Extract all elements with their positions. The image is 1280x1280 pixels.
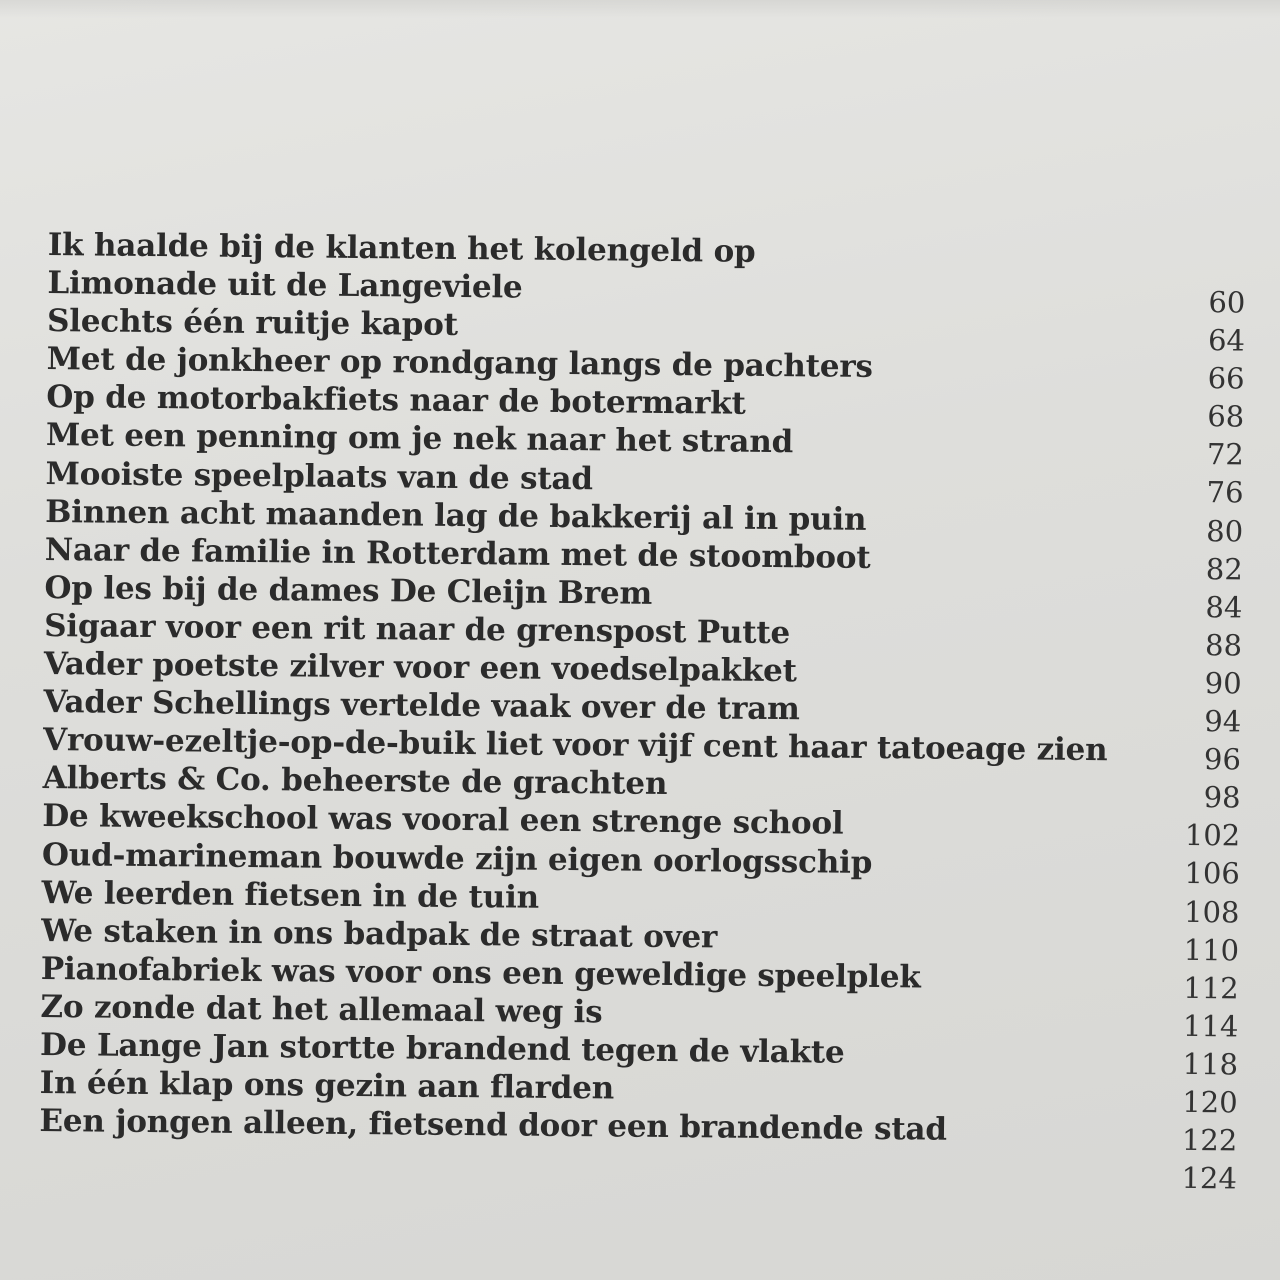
toc-entry-title: Op les bij de dames De Cleijn Brem	[44, 569, 653, 612]
toc-page-number: 108	[1183, 894, 1240, 929]
toc-entry-title: De kweekschool was vooral een strenge school	[42, 798, 844, 843]
toc-page-number: 102	[1184, 818, 1241, 853]
toc-page-number: 60	[1208, 285, 1246, 320]
toc-page-number: 96	[1203, 742, 1242, 777]
toc-entry-title: In één klap ons gezin aan flarden	[39, 1065, 615, 1107]
toc-entry-title: Vader poetste zilver voor een voedselpakket	[43, 646, 797, 690]
toc-page-numbers-column	[1137, 283, 1246, 1198]
toc-entry-title: Naar de familie in Rotterdam met de stoomboot	[44, 531, 871, 576]
toc-entry-title: Oud-marineman bouwde zijn eigen oorlogsschip	[41, 836, 873, 881]
toc-page-number: 80	[1206, 513, 1244, 549]
toc-page-number: 64	[1207, 323, 1246, 358]
toc-page-number: 120	[1182, 1084, 1238, 1120]
toc-page-number: 76	[1206, 475, 1244, 510]
toc-page-number: 112	[1183, 970, 1239, 1006]
toc-entry-title: Op de motorbakfiets naar de botermarkt	[46, 379, 746, 423]
toc-titles-column	[39, 226, 1112, 1150]
toc-entry-title: We leerden fietsen in de tuin	[41, 874, 540, 916]
toc-page-number: 84	[1205, 589, 1243, 625]
toc-page-number: 90	[1204, 666, 1242, 701]
toc-entry-title: Zo zonde dat het allemaal weg is	[40, 988, 603, 1031]
toc-entry-title: Vrouw-ezeltje-op-de-buik liet voor vijf cent haar tatoeage zien	[42, 722, 1108, 769]
toc-entry-title: Met de jonkheer op rondgang langs de pachters	[46, 341, 873, 386]
toc-page-number: 68	[1207, 399, 1245, 434]
toc-entry-title: Slechts één ruitje kapot	[46, 303, 459, 344]
toc-page-number: 94	[1204, 704, 1242, 739]
toc-page-number: 66	[1207, 361, 1245, 396]
toc-entry-title: Alberts & Co. beheerste de grachten	[42, 760, 668, 803]
toc-entry-title: Binnen acht maanden lag de bakkerij al in puin	[45, 493, 867, 538]
toc-entry-title: Met een penning om je nek naar het strand	[45, 417, 794, 461]
toc-entry-title: Limonade uit de Langeviele	[47, 265, 523, 306]
toc-page-number: 82	[1205, 551, 1243, 587]
toc-entry-title: Sigaar voor een rit naar de grenspost Putte	[43, 607, 791, 652]
toc-entry-title: De Lange Jan stortte brandend tegen de vlakte	[39, 1026, 845, 1071]
toc-entry-title: Mooiste speelplaats van de stad	[45, 455, 594, 497]
toc-entry-title: Een jongen alleen, fietsend door een brandende stad	[39, 1103, 947, 1148]
toc-page-number: 122	[1181, 1122, 1238, 1158]
toc-page-number: 114	[1182, 1008, 1239, 1044]
toc-entry-title: We staken in ons badpak de straat over	[41, 912, 718, 956]
toc-entry-title: Pianofabriek was voor ons een geweldige speelplek	[40, 950, 921, 996]
page-top-shadow	[0, 0, 1280, 18]
toc-page-number: 124	[1181, 1161, 1238, 1196]
toc-entry-title: Vader Schellings vertelde vaak over de tram	[43, 684, 800, 728]
toc-entry-title: Ik haalde bij de klanten het kolengeld op	[47, 226, 756, 270]
toc-page-number: 98	[1203, 780, 1241, 815]
toc-page-number: 72	[1206, 437, 1245, 472]
table-of-contents	[39, 226, 1248, 1196]
toc-page-number: 118	[1182, 1046, 1239, 1082]
toc-page-number: 110	[1183, 932, 1240, 968]
toc-page-number: 88	[1204, 627, 1243, 663]
toc-page-number: 106	[1184, 856, 1240, 891]
